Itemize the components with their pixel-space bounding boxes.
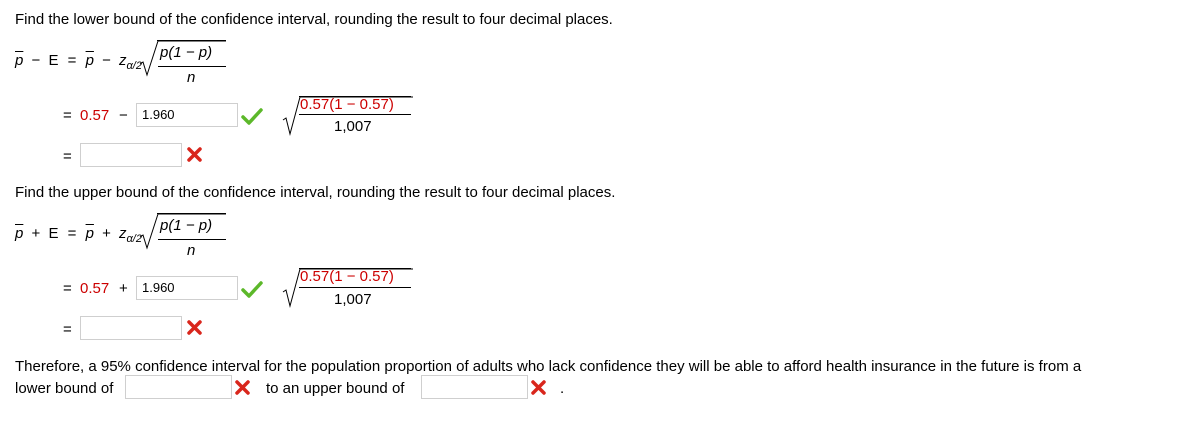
operator: −: [102, 52, 111, 69]
fraction-numerator: 0.57(1 − 0.57): [300, 96, 394, 113]
radical-sign: [140, 40, 160, 78]
phat-symbol: $\overline{p}$: [15, 225, 24, 242]
x-mark-icon: [531, 380, 546, 395]
operator: +: [31, 225, 41, 242]
operator: −: [119, 107, 128, 124]
lower-instruction: Find the lower bound of the confidence interval, rounding the result to four decimal places.: [15, 11, 613, 28]
x-mark-icon: [187, 147, 202, 162]
equals-sign: =: [63, 107, 72, 124]
lower-bound-label: lower bound of: [15, 380, 114, 397]
final-upper-bound-input[interactable]: [421, 375, 528, 399]
margin-symbol: E: [48, 225, 59, 242]
fraction-denominator: 1,007: [334, 118, 372, 135]
checkmark-icon: [242, 108, 262, 125]
z-subscript: α/2: [126, 233, 142, 245]
radical-overline: [157, 40, 226, 41]
z-critical-input[interactable]: 1.960: [136, 276, 238, 300]
equals-sign: =: [63, 280, 72, 297]
upper-bound-label: to an upper bound of: [266, 380, 405, 397]
equals-sign: =: [63, 321, 72, 338]
lower-bound-input[interactable]: [80, 143, 182, 167]
phat-value: 0.57: [80, 107, 110, 124]
fraction-numerator: p(1 − p): [160, 44, 213, 61]
fraction-denominator: n: [187, 69, 196, 86]
fraction-bar: [299, 287, 411, 288]
phat-symbol: $\overline{p}$: [15, 52, 24, 69]
z-subscript: α/2: [126, 60, 142, 72]
fraction-bar: [158, 66, 226, 67]
z-symbol: z: [119, 52, 127, 69]
operator: +: [102, 225, 111, 242]
phat-symbol: $\overline{p}$: [85, 52, 94, 69]
radical-overline: [157, 213, 226, 214]
phat-symbol: $\overline{p}$: [85, 225, 94, 242]
conclusion-text: Therefore, a 95% confidence interval for the population proportion of adults who lack confidence they will be able to afford health insurance in the future is from a: [15, 358, 1082, 375]
equals-sign: =: [63, 148, 72, 165]
fraction-numerator: p(1 − p): [160, 217, 213, 234]
operator: −: [31, 52, 41, 69]
radical-sign: [140, 213, 160, 251]
equals-sign: =: [67, 52, 77, 69]
lower-formula: [15, 52, 142, 72]
final-lower-bound-input[interactable]: [125, 375, 232, 399]
margin-symbol: E: [48, 52, 59, 69]
x-mark-icon: [187, 320, 202, 335]
fraction-bar: [299, 114, 411, 115]
z-symbol: z: [119, 225, 127, 242]
upper-formula: [15, 225, 142, 245]
upper-instruction: Find the upper bound of the confidence interval, rounding the result to four decimal places.: [15, 184, 616, 201]
operator: +: [119, 280, 128, 297]
fraction-denominator: 1,007: [334, 291, 372, 308]
fraction-numerator: 0.57(1 − 0.57): [300, 268, 394, 285]
x-mark-icon: [235, 380, 250, 395]
phat-value: 0.57: [80, 280, 110, 297]
fraction-bar: [158, 239, 226, 240]
equals-sign: =: [67, 225, 77, 242]
z-critical-input[interactable]: 1.960: [136, 103, 238, 127]
checkmark-icon: [242, 281, 262, 298]
fraction-denominator: n: [187, 242, 196, 259]
sentence-period: .: [560, 380, 565, 397]
upper-bound-input[interactable]: [80, 316, 182, 340]
